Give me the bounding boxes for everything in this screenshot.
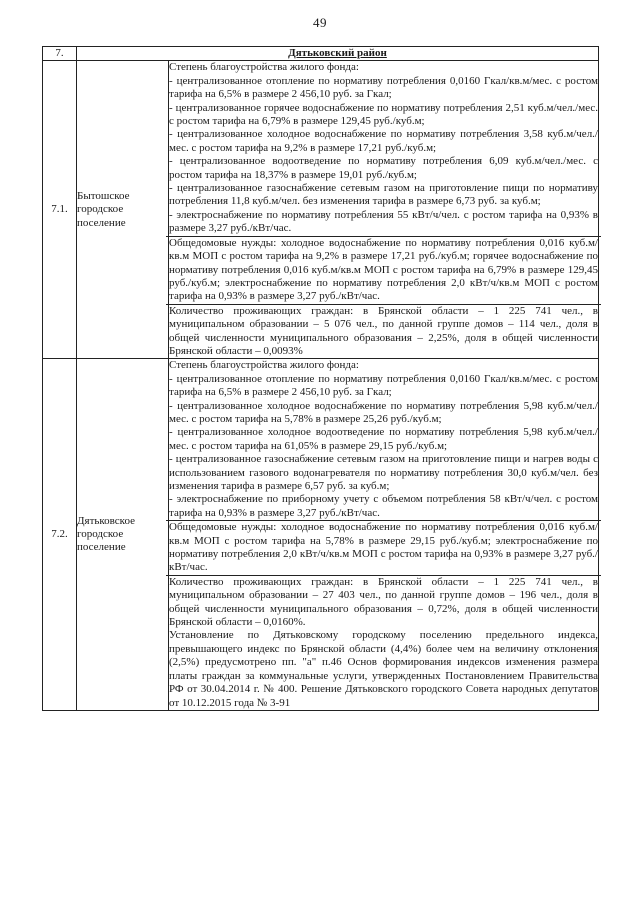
paragraph: - централизованное водоотведение по нормативу потребления 6,09 куб.м/чел./мес. с ростом тарифа на 18,37% в размере 19,01 руб./куб.м; <box>169 155 598 181</box>
paragraph: - централизованное отопление по нормативу потребления 0,0160 Гкал/кв.м/мес. с ростом тарифа на 6,5% в размере 2 456,10 руб. за Гкал; <box>169 74 598 101</box>
paragraph: Установление по Дятьковскому городскому поселению предельного индекса, превышающего индекс по Брянской области (4,4%) более чем на величину отклонения (2,5%) предусмотрено пп. "а" п.46 Основ формирования индексов изменения размера платы граждан за коммунальные услуги, утвержденных Постановлением Правительства РФ от 30.04.2014 г. № 400. Решение Дятьковского городского Совета народных депутатов от 10.12.2015 года № 3-91 <box>169 629 598 709</box>
row-description <box>169 61 599 359</box>
paragraph: Количество проживающих граждан: в Брянской области – 1 225 741 чел., в муниципальном образовании – 5 076 чел., по данной группе домов – 114 чел., доля в общей численности муниципального образования – 2,25%, доля в общей численности Брянской области – 0,0093% <box>169 304 598 357</box>
paragraph: Общедомовые нужды: холодное водоснабжение по нормативу потребления 0,016 куб.м/кв.м МОП с ростом тарифа на 9,2% в размере 17,21 руб./куб.м; горячее водоснабжение по нормативу потребления 0,016 куб.м/кв.м МОП с ростом тарифа на 6,79% в размере 129,45 руб./куб.м; электроснабжение по нормативу потребления 2,0 кВт/ч/кв.м МОП с ростом тарифа на 0,93% в размере 3,27 руб./кВт/час. <box>169 236 598 303</box>
table-row <box>43 359 599 711</box>
table-header-row <box>43 47 599 61</box>
paragraph: - централизованное газоснабжение сетевым газом на приготовление пищи и нагрев воды с использованием газового водонагревателя по нормативу потребления 30,0 куб.м/чел. без изменения тарифа в размере 6,57 руб. за куб.м; <box>169 453 598 492</box>
table-row <box>43 61 599 359</box>
paragraph: - централизованное холодное водоснабжение по нормативу потребления 3,58 куб.м/чел./мес. с ростом тарифа на 9,2% в размере 17,21 руб./куб.м; <box>169 128 598 154</box>
paragraph: - централизованное отопление по нормативу потребления 0,0160 Гкал/кв.м/мес. с ростом тарифа на 6,5% в размере 2 456,10 руб. за Гкал; <box>169 372 598 399</box>
header-title: Дятьковский район <box>77 47 599 61</box>
paragraph: Степень благоустройства жилого фонда: <box>169 359 359 372</box>
population-block <box>166 575 601 710</box>
paragraph: - электроснабжение по нормативу потребления 55 кВт/ч/чел. с ростом тарифа на 0,93% в размере 3,27 руб./кВт/час. <box>169 208 598 235</box>
settlement-name: Дятьковское городское поселение <box>77 359 169 711</box>
paragraph: Количество проживающих граждан: в Брянской области – 1 225 741 чел., в муниципальном образовании – 27 403 чел., по данной группе домов – 196 чел., доля в общей численности муниципального образования – 0,72%, доля в общей численности Брянской области – 0,0160%. <box>169 575 598 629</box>
paragraph: Степень благоустройства жилого фонда: <box>169 61 359 74</box>
row-number: 7.2. <box>43 359 77 711</box>
row-description <box>169 359 599 711</box>
row-number: 7.1. <box>43 61 77 359</box>
housing-amenities-block <box>169 61 598 235</box>
paragraph: Общедомовые нужды: холодное водоснабжение по нормативу потребления 0,016 куб.м/кв.м МОП с ростом тарифа на 5,78% в размере 29,15 руб./куб.м; электроснабжение по нормативу потребления 2,0 кВт/ч/кв.м МОП с ростом тарифа на 0,93% в размере 3,27 руб./кВт/час. <box>169 521 598 574</box>
tariff-table <box>42 46 599 711</box>
settlement-name: Бытошское городское поселение <box>77 61 169 359</box>
paragraph: - централизованное горячее водоснабжение по нормативу потребления 2,51 куб.м/чел./мес. с ростом тарифа на 6,79% в размере 129,45 руб./куб.м; <box>169 101 598 128</box>
paragraph: - централизованное холодное водоснабжение по нормативу потребления 5,98 куб.м/чел./мес. с ростом тарифа на 5,78% в размере 25,26 руб./куб.м; <box>169 399 598 425</box>
population-block <box>166 304 601 359</box>
common-needs-block <box>166 520 601 575</box>
paragraph: - централизованное газоснабжение сетевым газом на приготовление пищи по нормативу потребления 11,8 куб.м/чел. без изменения тарифа в размере 6,73 руб. за куб.м; <box>169 182 598 208</box>
housing-amenities-block <box>169 359 598 520</box>
paragraph: - электроснабжение по приборному учету с объемом потребления 58 кВт/ч/чел. с ростом тарифа на 0,93% в размере 3,27 руб./кВт/час. <box>169 493 598 519</box>
page-number: 49 <box>313 15 327 30</box>
header-number: 7. <box>43 47 77 61</box>
paragraph: - централизованное холодное водоотведение по нормативу потребления 5,98 куб.м/чел./мес. с ростом тарифа на 61,05% в размере 29,15 руб./куб.м; <box>169 426 598 452</box>
common-needs-block <box>166 236 601 304</box>
